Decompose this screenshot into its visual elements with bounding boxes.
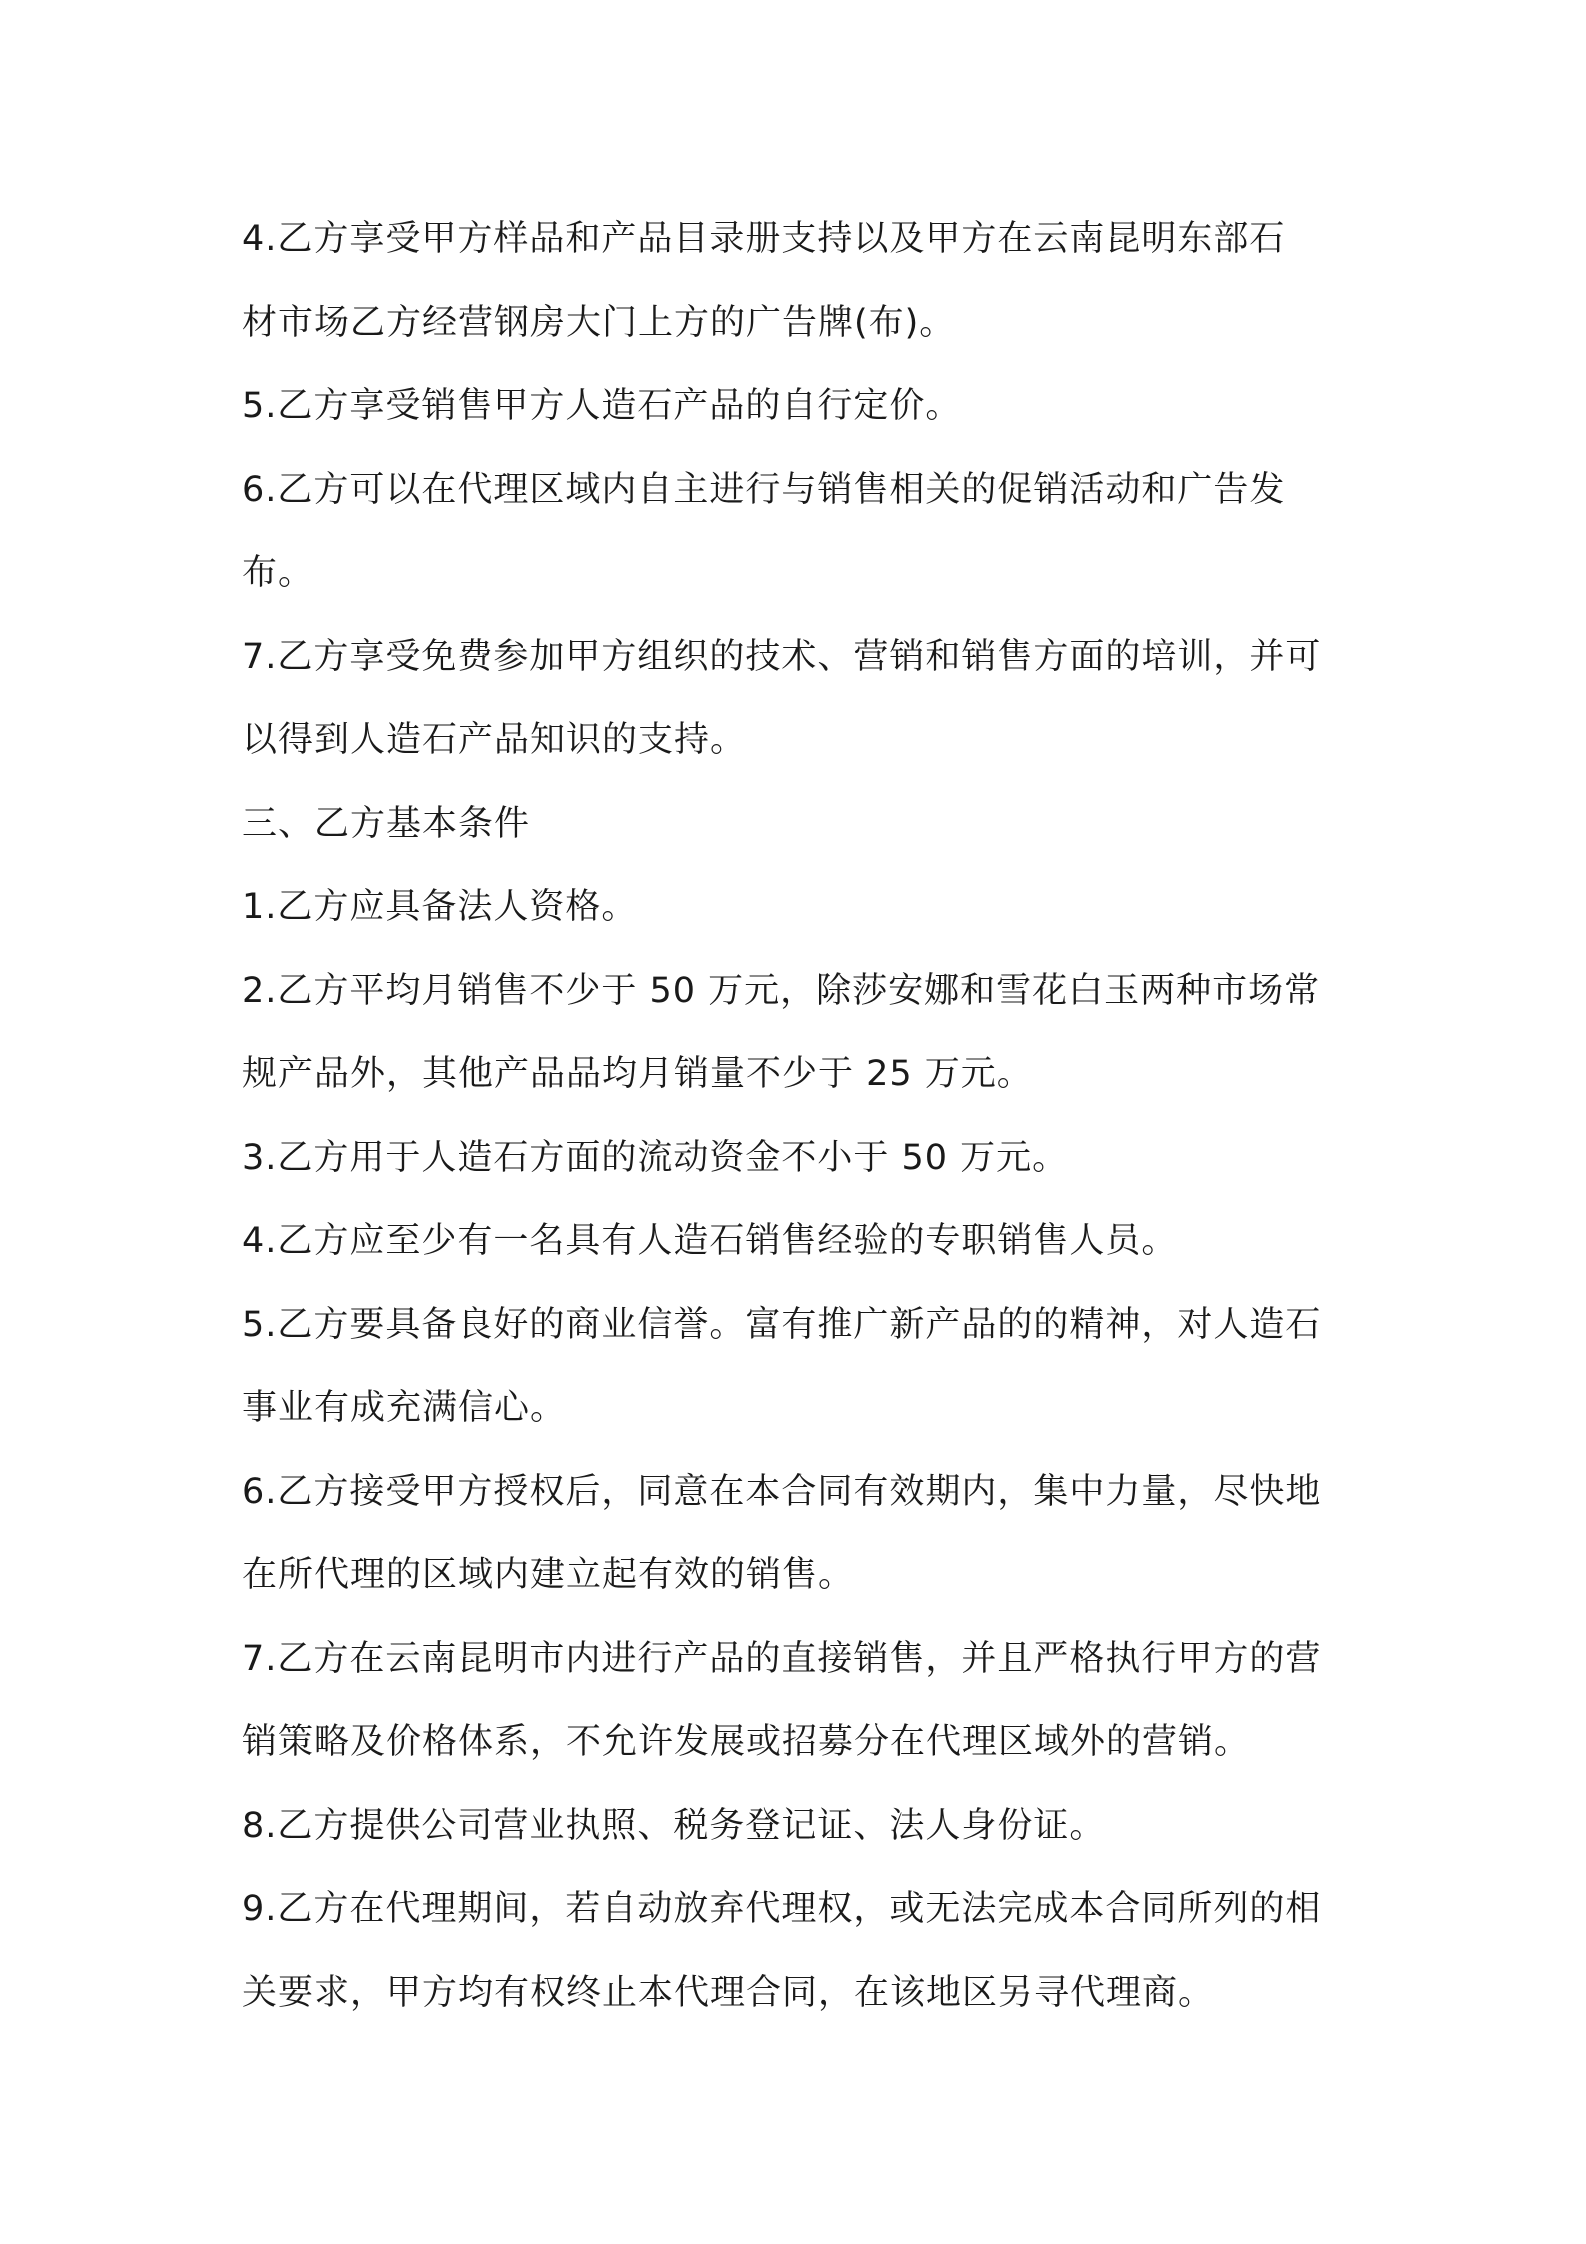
text-line: 5.乙方要具备良好的商业信誉。富有推广新产品的的精神，对人造石 (242, 1304, 1322, 1345)
text-line: 以得到人造石产品知识的支持。 (242, 720, 747, 760)
text-line: 9.乙方在代理期间，若自动放弃代理权，或无法完成本合同所列的相 (242, 1889, 1322, 1929)
text-line: 材市场乙方经营钢房大门上方的广告牌(布)。 (242, 302, 956, 343)
text-line: 7.乙方在云南昆明市内进行产品的直接销售，并且严格执行甲方的营 (242, 1638, 1322, 1679)
text-line: 事业有成充满信心。 (242, 1388, 567, 1428)
text-line: 销策略及价格体系，不允许发展或招募分在代理区域外的营销。 (242, 1722, 1251, 1762)
text-line: 布。 (242, 553, 315, 593)
text-line: 关要求，甲方均有权终止本代理合同，在该地区另寻代理商。 (242, 1972, 1215, 2013)
text-line: 6.乙方接受甲方授权后，同意在本合同有效期内，集中力量，尽快地 (242, 1471, 1322, 1512)
section-heading: 三、乙方基本条件 (242, 803, 531, 844)
text-line: 规产品外，其他产品品均月销量不少于 25 万元。 (242, 1054, 1033, 1094)
text-line: 在所代理的区域内建立起有效的销售。 (242, 1555, 855, 1595)
text-line: 4.乙方享受甲方样品和产品目录册支持以及甲方在云南昆明东部石 (242, 219, 1286, 259)
text-line: 5.乙方享受销售甲方人造石产品的自行定价。 (242, 386, 962, 426)
text-line: 2.乙方平均月销售不少于 50 万元，除莎安娜和雪花白玉两种市场常 (242, 970, 1321, 1011)
text-line: 8.乙方提供公司营业执照、税务登记证、法人身份证。 (242, 1805, 1106, 1846)
document-body (242, 198, 1357, 2035)
text-line: 6.乙方可以在代理区域内自主进行与销售相关的促销活动和广告发 (242, 469, 1286, 510)
text-line: 4.乙方应至少有一名具有人造石销售经验的专职销售人员。 (242, 1221, 1178, 1261)
text-line: 7.乙方享受免费参加甲方组织的技术、营销和销售方面的培训，并可 (242, 636, 1322, 677)
text-line: 1.乙方应具备法人资格。 (242, 887, 638, 927)
text-line: 3.乙方用于人造石方面的流动资金不小于 50 万元。 (242, 1137, 1069, 1178)
